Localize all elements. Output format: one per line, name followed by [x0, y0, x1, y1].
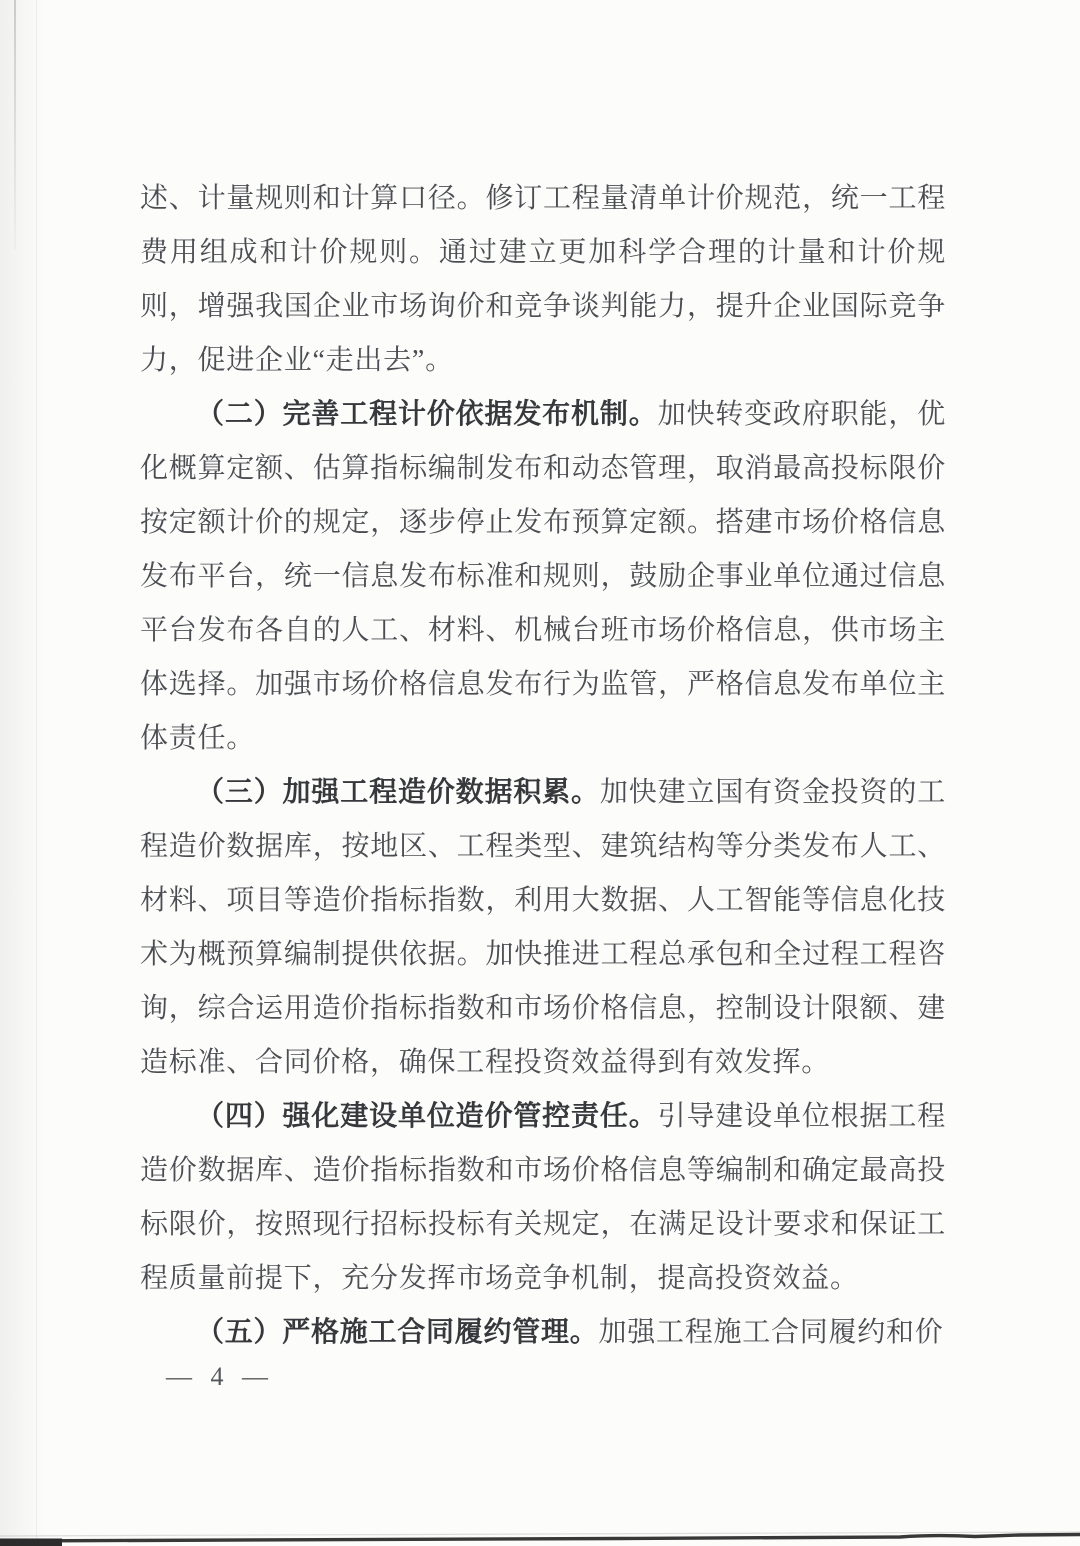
scan-left-edge-line	[14, 0, 16, 250]
paragraph-item-5	[140, 1306, 946, 1360]
paragraph-lead: （二）完善工程计价依据发布机制。	[196, 399, 658, 430]
paragraph-text: 述、计量规则和计算口径。修订工程量清单计价规范，统一工程费用组成和计价规则。通过建立更加科学合理的计量和计价规则，增强我国企业市场询价和竞争谈判能力，提升企业国际竞争力，促进企业“走出去”。	[140, 183, 946, 376]
paragraph-item-4	[140, 1090, 946, 1306]
paragraph-continuation	[140, 172, 946, 388]
paragraph-text: 引导建设单位根据工程造价数据库、造价指标指数和市场价格信息等编制和确定最高投标限价，按照现行招标投标有关规定，在满足设计要求和保证工程质量前提下，充分发挥市场竞争机制，提高投资效益。	[140, 1101, 946, 1294]
paragraph-item-3	[140, 766, 946, 1090]
paragraph-lead: （三）加强工程造价数据积累。	[196, 777, 600, 808]
scan-bottom-edge-line	[0, 1530, 1080, 1546]
paragraph-text: 加快建立国有资金投资的工程造价数据库，按地区、工程类型、建筑结构等分类发布人工、材料、项目等造价指标指数，利用大数据、人工智能等信息化技术为概预算编制提供依据。加快推进工程总承包和全过程工程咨询，综合运用造价指标指数和市场价格信息，控制设计限额、建造标准、合同价格，确保工程投资效益得到有效发挥。	[140, 777, 946, 1078]
paragraph-item-2	[140, 388, 946, 766]
page-number: — 4 —	[166, 1362, 274, 1391]
scan-left-streak-artifact	[0, 0, 46, 1546]
scan-left-edge-line-faint	[36, 0, 37, 1546]
paragraph-text: 加快转变政府职能，优化概算定额、估算指标编制发布和动态管理，取消最高投标限价按定额计价的规定，逐步停止发布预算定额。搭建市场价格信息发布平台，统一信息发布标准和规则，鼓励企事业单位通过信息平台发布各自的人工、材料、机械台班市场价格信息，供市场主体选择。加强市场价格信息发布行为监管，严格信息发布单位主体责任。	[140, 399, 946, 754]
paragraph-text: 加强工程施工合同履约和价	[598, 1317, 944, 1348]
paragraph-lead: （四）强化建设单位造价管控责任。	[196, 1101, 658, 1132]
document-body	[140, 172, 946, 1360]
paragraph-lead: （五）严格施工合同履约管理。	[196, 1317, 599, 1348]
